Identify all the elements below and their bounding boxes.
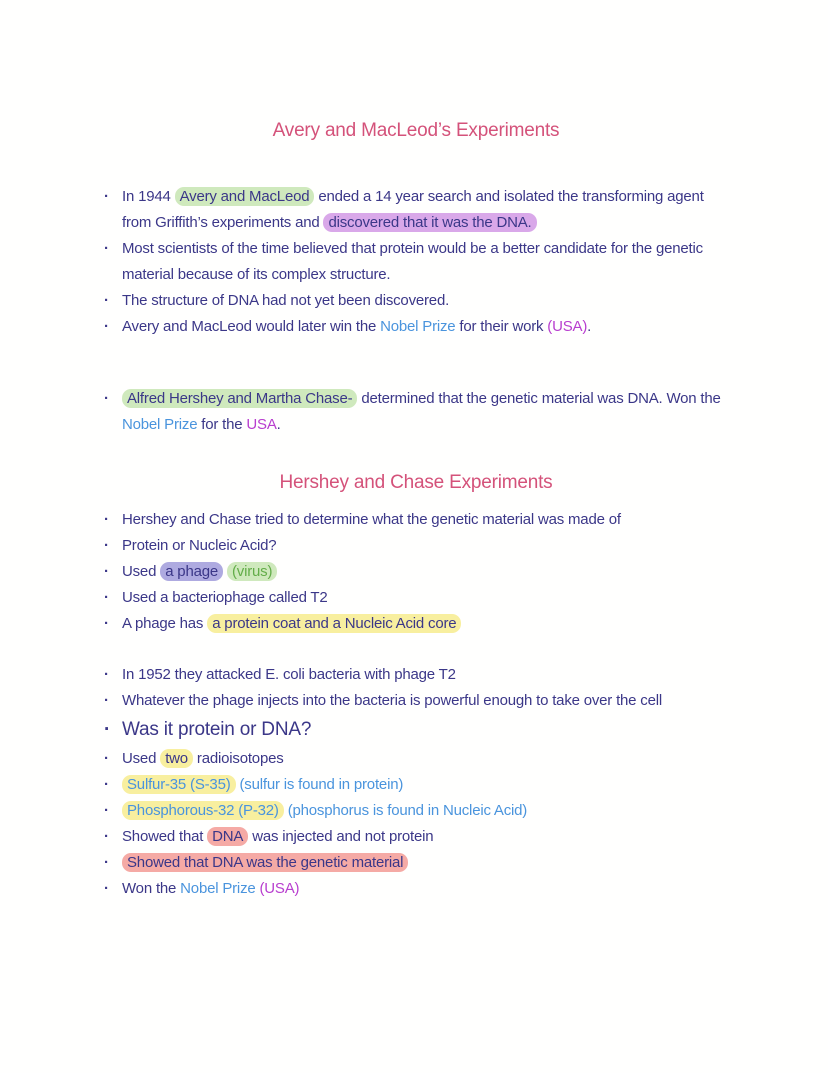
bullet-text xyxy=(122,288,449,314)
bullet-marker xyxy=(104,184,122,236)
bullet-text xyxy=(122,533,276,559)
bullet-text xyxy=(122,611,461,637)
bullet-marker xyxy=(104,611,122,637)
text-segment: Showed that DNA was the genetic material xyxy=(122,853,408,872)
bullet-item xyxy=(104,236,728,288)
bullet-marker xyxy=(104,714,122,746)
text-segment: Nobel Prize xyxy=(180,880,256,897)
text-segment: Most scientists of the time believed that protein would be a better candidate for the genetic material because of its complex structure. xyxy=(122,240,707,283)
text-segment: Avery and MacLeod xyxy=(175,187,315,206)
bullet-marker xyxy=(104,386,122,438)
text-segment: In 1944 xyxy=(122,188,175,205)
text-segment: . xyxy=(587,318,592,335)
vertical-gap xyxy=(104,144,728,184)
bullet-item xyxy=(104,507,728,533)
bullet-marker xyxy=(104,236,122,288)
text-segment: two xyxy=(160,749,193,768)
text-segment: Nobel Prize xyxy=(380,318,456,335)
text-segment: (USA) xyxy=(547,318,588,335)
section-heading: Hershey and Chase Experiments xyxy=(279,472,553,493)
bullet-text xyxy=(122,559,277,585)
bullet-item xyxy=(104,314,728,340)
bullet-item xyxy=(104,850,728,876)
bullet-text xyxy=(122,507,621,533)
section-heading: Avery and MacLeod’s Experiments xyxy=(272,120,560,141)
bullet-item xyxy=(104,288,728,314)
vertical-gap xyxy=(104,496,728,507)
bullet-text xyxy=(122,876,299,902)
bullet-text xyxy=(122,824,433,850)
bullet-item xyxy=(104,533,728,559)
bullet-marker xyxy=(104,662,122,688)
bullet-marker xyxy=(104,688,122,714)
bullet-marker xyxy=(104,824,122,850)
bullet-item xyxy=(104,184,728,236)
text-segment: Alfred Hershey and Martha Chase- xyxy=(122,389,357,408)
bullet-list xyxy=(104,184,728,340)
bullet-marker xyxy=(104,533,122,559)
text-segment: USA xyxy=(246,416,277,433)
text-segment: ended a 14 year search and isolated the transforming agent from Griffith’s experiments and xyxy=(122,188,708,231)
bullet-marker xyxy=(104,559,122,585)
text-segment: The structure of DNA had not yet been discovered. xyxy=(122,292,450,309)
bullet-list xyxy=(104,386,728,438)
text-segment: A phage has xyxy=(122,615,208,632)
bullet-text xyxy=(122,585,328,611)
bullet-item xyxy=(104,386,728,438)
bullet-marker xyxy=(104,288,122,314)
text-segment: for the xyxy=(197,416,247,433)
bullet-marker xyxy=(104,507,122,533)
text-segment: radioisotopes xyxy=(192,750,284,767)
bullet-marker xyxy=(104,746,122,772)
bullet-marker xyxy=(104,314,122,340)
bullet-item xyxy=(104,798,728,824)
bullet-list xyxy=(104,507,728,637)
text-segment: . xyxy=(276,416,281,433)
bullet-text xyxy=(122,688,662,714)
bullet-text xyxy=(122,850,408,876)
text-segment: determined that the genetic material was DNA. Won the xyxy=(357,390,725,407)
bullet-item xyxy=(104,559,728,585)
text-segment: Nobel Prize xyxy=(122,416,198,433)
text-segment: DNA xyxy=(207,827,248,846)
bullet-item xyxy=(104,585,728,611)
bullet-marker xyxy=(104,850,122,876)
bullet-text xyxy=(122,714,311,746)
bullet-item xyxy=(104,746,728,772)
text-segment: (virus) xyxy=(227,562,277,581)
bullet-item xyxy=(104,824,728,850)
bullet-text xyxy=(122,798,527,824)
bullet-text xyxy=(122,662,456,688)
bullet-item xyxy=(104,662,728,688)
text-segment: a protein coat and a Nucleic Acid core xyxy=(207,614,461,633)
bullet-list xyxy=(104,662,728,902)
bullet-text xyxy=(122,772,403,798)
vertical-gap xyxy=(104,340,728,386)
text-segment: In 1952 they attacked E. coli bacteria with phage T2 xyxy=(122,666,456,683)
text-segment: Showed that xyxy=(122,828,208,845)
text-segment: (sulfur is found in protein) xyxy=(239,776,404,793)
bullet-item xyxy=(104,688,728,714)
text-segment: Phosphorous-32 (P-32) xyxy=(122,801,284,820)
text-segment: Avery and MacLeod would later win the xyxy=(122,318,381,335)
text-segment: Hershey and Chase tried to determine what the genetic material was made of xyxy=(122,511,621,528)
bullet-text xyxy=(122,386,728,438)
bullet-text xyxy=(122,314,591,340)
text-segment: Used a bacteriophage called T2 xyxy=(122,589,328,606)
text-segment: Protein or Nucleic Acid? xyxy=(122,537,277,554)
vertical-gap xyxy=(104,438,728,470)
text-segment: Was it protein or DNA? xyxy=(122,719,312,740)
text-segment: (phosphorus is found in Nucleic Acid) xyxy=(287,802,528,819)
text-segment: (USA) xyxy=(259,880,300,897)
text-segment: was injected and not protein xyxy=(248,828,434,845)
bullet-marker xyxy=(104,772,122,798)
bullet-marker xyxy=(104,798,122,824)
vertical-gap xyxy=(104,637,728,662)
text-segment: Whatever the phage injects into the bacteria is powerful enough to take over the cell xyxy=(122,692,662,709)
text-segment: Used xyxy=(122,750,161,767)
bullet-text xyxy=(122,236,728,288)
text-segment: Won the xyxy=(122,880,181,897)
bullet-item xyxy=(104,611,728,637)
bullet-item xyxy=(104,876,728,902)
bullet-text xyxy=(122,746,284,772)
text-segment: Sulfur-35 (S-35) xyxy=(122,775,236,794)
bullet-marker xyxy=(104,585,122,611)
text-segment: discovered that it was the DNA. xyxy=(323,213,536,232)
bullet-item xyxy=(104,772,728,798)
bullet-item xyxy=(104,714,728,746)
text-segment: a phage xyxy=(160,562,223,581)
bullet-marker xyxy=(104,876,122,902)
bullet-text xyxy=(122,184,728,236)
text-segment: for their work xyxy=(455,318,548,335)
text-segment: Used xyxy=(122,563,161,580)
